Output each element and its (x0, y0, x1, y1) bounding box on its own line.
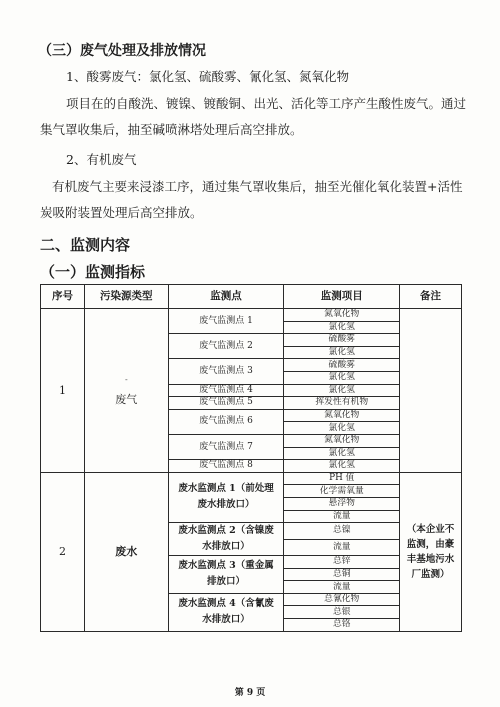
chapter-heading: 二、监测内容 (40, 236, 131, 254)
monitoring-item: 悬浮物 (284, 497, 400, 510)
note-cell: （本企业不监测，由豪丰基地污水厂监测） (400, 472, 462, 631)
row-number: 2 (41, 472, 85, 631)
monitoring-item: 氯化氢 (284, 346, 400, 359)
monitoring-point: 废气监测点 1 (168, 309, 284, 334)
monitoring-point: 废水监测点 2（含镍废水排放口） (168, 523, 284, 556)
monitoring-item: 氮氧化物 (284, 434, 400, 447)
monitoring-point: 废水监测点 3（重金属排放口） (168, 556, 284, 594)
monitoring-item: 氯化氢 (284, 460, 400, 473)
monitoring-point: 废气监测点 2 (168, 334, 284, 359)
monitoring-item: 氮氧化物 (284, 309, 400, 322)
monitoring-item: 总镍 (284, 523, 400, 540)
monitoring-item: 硫酸雾 (284, 334, 400, 347)
monitoring-item: 氯化氢 (284, 422, 400, 435)
row-number: 1 (41, 309, 85, 473)
monitoring-item: 流量 (284, 510, 400, 523)
monitoring-item: 硫酸雾 (284, 359, 400, 372)
section-heading: （三）废气处理及排放情况 (38, 43, 206, 59)
table-header-row (41, 285, 462, 309)
item2-line1: 有机废气主要来浸漆工序，通过集气罩收集后，抽至光催化氧化装置+活性 (52, 179, 463, 194)
monitoring-item: 挥发性有机物 (284, 397, 400, 410)
monitoring-item: 总锌 (284, 556, 400, 569)
monitoring-point: 废气监测点 8 (168, 460, 284, 473)
monitoring-point: 废气监测点 7 (168, 434, 284, 459)
monitoring-point: 废气监测点 5 (168, 397, 284, 410)
monitoring-item: 氯化氢 (284, 371, 400, 384)
monitoring-point: 废水监测点 1（前处理废水排放口） (168, 472, 284, 522)
monitoring-point: 废气监测点 4 (168, 384, 284, 397)
item1-title: 1、酸雾废气：氯化氢、硫酸雾、氰化氢、氮氧化物 (66, 69, 349, 84)
monitoring-item: 氯化氢 (284, 447, 400, 460)
source-type: 废水 (84, 472, 168, 631)
item1-line1: 项目在的自酸洗、镀镍、镀酸铜、出光、活化等工序产生酸性废气。通过 (66, 96, 467, 111)
header-point: 监测点 (168, 285, 284, 309)
item2-line2: 炭吸附装置处理后高空排放。 (40, 205, 203, 220)
monitoring-point: 废气监测点 6 (168, 409, 284, 434)
page-number: 第 9 页 (234, 688, 266, 698)
item2-title: 2、有机废气 (66, 152, 137, 167)
monitoring-item: 总银 (284, 606, 400, 619)
source-type: 废气 (115, 392, 138, 406)
monitoring-item: 流量 (284, 539, 400, 556)
monitoring-table (40, 284, 462, 632)
header-item: 监测项目 (284, 285, 400, 309)
monitoring-item: 总氰化物 (284, 593, 400, 606)
header-note: 备注 (400, 285, 462, 309)
chapter-subheading: （一）监测指标 (40, 263, 146, 281)
header-no: 序号 (41, 285, 85, 309)
monitoring-item: 总铬 (284, 619, 400, 632)
note-cell (400, 309, 462, 473)
monitoring-item: 氯化氢 (284, 321, 400, 334)
monitoring-point: 废水监测点 4（含氰废水排放口） (168, 593, 284, 631)
item1-line2: 集气罩收集后，抽至碱喷淋塔处理后高空排放。 (40, 122, 303, 137)
source-type-cell (84, 309, 168, 473)
monitoring-item: 氯化氢 (284, 384, 400, 397)
table-row (41, 309, 462, 322)
header-type: 污染源类型 (84, 285, 168, 309)
table-row (41, 472, 462, 485)
monitoring-item: 氮氧化物 (284, 409, 400, 422)
tick-mark: - (124, 374, 128, 384)
monitoring-point: 废气监测点 3 (168, 359, 284, 384)
monitoring-item: 总铜 (284, 568, 400, 581)
monitoring-item: PH 值 (284, 472, 400, 485)
monitoring-item: 化学需氧量 (284, 485, 400, 498)
monitoring-item: 流量 (284, 581, 400, 594)
